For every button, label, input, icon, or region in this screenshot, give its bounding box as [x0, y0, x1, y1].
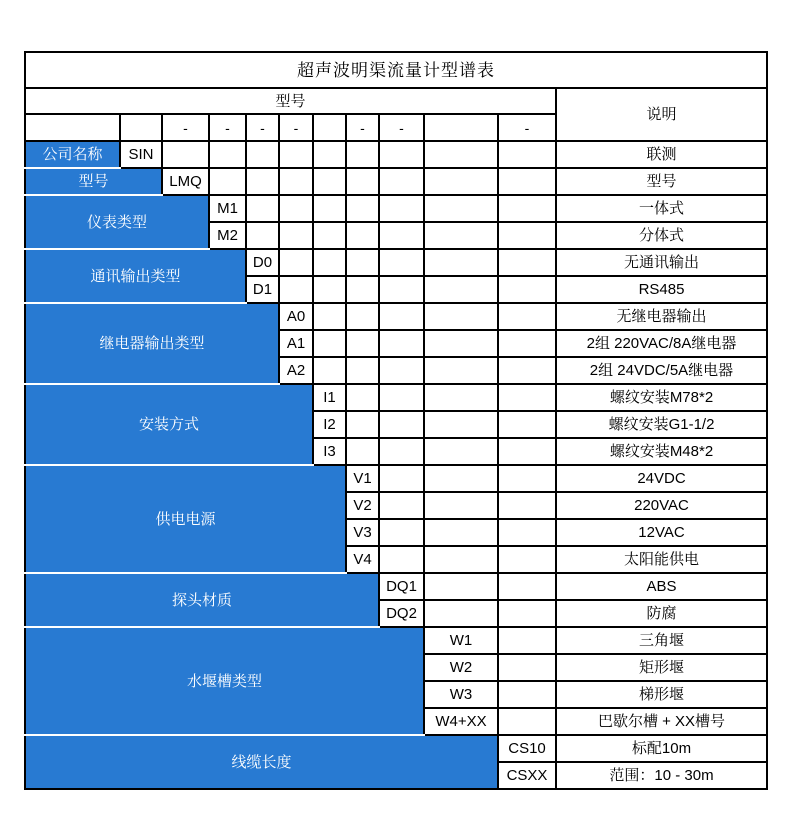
desc-cell: 防腐	[556, 600, 767, 627]
group-label-cell: 型号	[25, 168, 162, 195]
code-cell: SIN	[120, 141, 162, 168]
empty-cell	[424, 600, 498, 627]
table-row	[25, 627, 767, 654]
table-row	[25, 465, 767, 492]
table-row	[25, 141, 767, 168]
empty-cell	[424, 168, 498, 195]
empty-cell	[424, 411, 498, 438]
empty-cell	[346, 303, 379, 330]
empty-cell	[279, 195, 313, 222]
empty-cell	[379, 519, 424, 546]
empty-cell	[498, 303, 556, 330]
empty-cell	[379, 492, 424, 519]
code-cell: V1	[346, 465, 379, 492]
code-cell: I2	[313, 411, 346, 438]
empty-cell	[498, 330, 556, 357]
spec-table	[24, 51, 768, 790]
group-label-cell: 继电器输出类型	[25, 303, 279, 384]
empty-cell	[424, 492, 498, 519]
empty-cell	[379, 303, 424, 330]
desc-cell: 螺纹安装G1-1/2	[556, 411, 767, 438]
empty-cell	[424, 357, 498, 384]
table-row	[25, 573, 767, 600]
empty-cell	[313, 357, 346, 384]
empty-cell	[498, 573, 556, 600]
dash-cell	[313, 114, 346, 141]
empty-cell	[209, 168, 246, 195]
empty-cell	[246, 222, 279, 249]
group-label-cell: 公司名称	[25, 141, 120, 168]
desc-cell: 三角堰	[556, 627, 767, 654]
empty-cell	[424, 222, 498, 249]
code-cell: W2	[424, 654, 498, 681]
table-row	[25, 735, 767, 762]
group-label-cell: 水堰槽类型	[25, 627, 424, 735]
dash-cell: -	[246, 114, 279, 141]
empty-cell	[346, 438, 379, 465]
empty-cell	[279, 168, 313, 195]
empty-cell	[379, 168, 424, 195]
empty-cell	[379, 438, 424, 465]
empty-cell	[313, 276, 346, 303]
code-cell: A2	[279, 357, 313, 384]
group-label-cell: 通讯输出类型	[25, 249, 246, 303]
table-row	[25, 195, 767, 222]
code-cell: V2	[346, 492, 379, 519]
empty-cell	[313, 195, 346, 222]
group-label-cell: 仪表类型	[25, 195, 209, 249]
empty-cell	[498, 519, 556, 546]
table-row	[25, 249, 767, 276]
group-label-cell: 线缆长度	[25, 735, 498, 789]
desc-cell: 型号	[556, 168, 767, 195]
empty-cell	[279, 249, 313, 276]
code-cell: D0	[246, 249, 279, 276]
empty-cell	[498, 438, 556, 465]
code-cell: D1	[246, 276, 279, 303]
desc-cell: 220VAC	[556, 492, 767, 519]
desc-cell: 梯形堰	[556, 681, 767, 708]
empty-cell	[424, 249, 498, 276]
empty-cell	[498, 681, 556, 708]
desc-cell: 2组 220VAC/8A继电器	[556, 330, 767, 357]
empty-cell	[379, 249, 424, 276]
empty-cell	[346, 249, 379, 276]
table-row	[25, 384, 767, 411]
table-row	[25, 88, 767, 114]
code-cell: V3	[346, 519, 379, 546]
table-row	[25, 303, 767, 330]
desc-header-cell: 说明	[556, 88, 767, 141]
desc-cell: ABS	[556, 573, 767, 600]
empty-cell	[379, 141, 424, 168]
desc-cell: 分体式	[556, 222, 767, 249]
desc-cell: 范围：10 - 30m	[556, 762, 767, 789]
empty-cell	[209, 141, 246, 168]
code-cell: A1	[279, 330, 313, 357]
empty-cell	[498, 276, 556, 303]
empty-cell	[346, 222, 379, 249]
empty-cell	[498, 222, 556, 249]
empty-cell	[346, 357, 379, 384]
empty-cell	[424, 384, 498, 411]
empty-cell	[162, 141, 209, 168]
empty-cell	[346, 195, 379, 222]
empty-cell	[346, 141, 379, 168]
empty-cell	[424, 330, 498, 357]
empty-cell	[346, 411, 379, 438]
empty-cell	[379, 330, 424, 357]
code-cell: CS10	[498, 735, 556, 762]
empty-cell	[498, 654, 556, 681]
empty-cell	[379, 465, 424, 492]
desc-cell: 标配10m	[556, 735, 767, 762]
empty-cell	[313, 168, 346, 195]
desc-cell: RS485	[556, 276, 767, 303]
empty-cell	[379, 195, 424, 222]
model-header-cell: 型号	[25, 88, 556, 114]
desc-cell: 巴歇尔槽 + XX槽号	[556, 708, 767, 735]
empty-cell	[498, 141, 556, 168]
code-cell: DQ1	[379, 573, 424, 600]
code-cell: M1	[209, 195, 246, 222]
empty-cell	[498, 546, 556, 573]
empty-cell	[498, 411, 556, 438]
desc-cell: 一体式	[556, 195, 767, 222]
empty-cell	[313, 249, 346, 276]
dash-cell: -	[379, 114, 424, 141]
empty-cell	[279, 222, 313, 249]
empty-cell	[379, 411, 424, 438]
empty-cell	[313, 330, 346, 357]
group-label-cell: 探头材质	[25, 573, 379, 627]
empty-cell	[424, 546, 498, 573]
empty-cell	[424, 141, 498, 168]
empty-cell	[313, 141, 346, 168]
empty-cell	[498, 249, 556, 276]
group-label-cell: 安装方式	[25, 384, 313, 465]
empty-cell	[346, 384, 379, 411]
desc-cell: 太阳能供电	[556, 546, 767, 573]
empty-cell	[498, 708, 556, 735]
dash-cell: -	[279, 114, 313, 141]
empty-cell	[424, 195, 498, 222]
desc-cell: 螺纹安装M78*2	[556, 384, 767, 411]
empty-cell	[279, 276, 313, 303]
empty-cell	[313, 303, 346, 330]
empty-cell	[424, 519, 498, 546]
dash-cell	[120, 114, 162, 141]
code-cell: A0	[279, 303, 313, 330]
code-cell: W4+XX	[424, 708, 498, 735]
dash-cell: -	[162, 114, 209, 141]
dash-cell: -	[346, 114, 379, 141]
empty-cell	[498, 357, 556, 384]
empty-cell	[346, 168, 379, 195]
desc-cell: 螺纹安装M48*2	[556, 438, 767, 465]
empty-cell	[498, 600, 556, 627]
empty-cell	[498, 195, 556, 222]
empty-cell	[424, 573, 498, 600]
empty-cell	[379, 384, 424, 411]
table-title: 超声波明渠流量计型谱表	[25, 52, 767, 88]
empty-cell	[498, 627, 556, 654]
empty-cell	[498, 384, 556, 411]
empty-cell	[246, 168, 279, 195]
empty-cell	[424, 276, 498, 303]
empty-cell	[346, 330, 379, 357]
empty-cell	[246, 141, 279, 168]
desc-cell: 24VDC	[556, 465, 767, 492]
code-cell: W1	[424, 627, 498, 654]
dash-cell	[424, 114, 498, 141]
desc-cell: 联测	[556, 141, 767, 168]
empty-cell	[424, 465, 498, 492]
empty-cell	[379, 276, 424, 303]
dash-cell: -	[498, 114, 556, 141]
desc-cell: 矩形堰	[556, 654, 767, 681]
empty-cell	[498, 465, 556, 492]
code-cell: I3	[313, 438, 346, 465]
code-cell: W3	[424, 681, 498, 708]
code-cell: LMQ	[162, 168, 209, 195]
empty-cell	[313, 222, 346, 249]
empty-cell	[424, 438, 498, 465]
empty-cell	[379, 546, 424, 573]
empty-cell	[246, 195, 279, 222]
code-cell: I1	[313, 384, 346, 411]
group-label-cell: 供电电源	[25, 465, 346, 573]
table-row	[25, 52, 767, 88]
empty-cell	[498, 492, 556, 519]
desc-cell: 12VAC	[556, 519, 767, 546]
code-cell: V4	[346, 546, 379, 573]
empty-cell	[379, 357, 424, 384]
dash-cell	[25, 114, 120, 141]
empty-cell	[379, 222, 424, 249]
empty-cell	[498, 168, 556, 195]
code-cell: M2	[209, 222, 246, 249]
empty-cell	[346, 276, 379, 303]
table-row	[25, 168, 767, 195]
empty-cell	[279, 141, 313, 168]
code-cell: CSXX	[498, 762, 556, 789]
dash-cell: -	[209, 114, 246, 141]
desc-cell: 无通讯输出	[556, 249, 767, 276]
desc-cell: 2组 24VDC/5A继电器	[556, 357, 767, 384]
empty-cell	[424, 303, 498, 330]
desc-cell: 无继电器输出	[556, 303, 767, 330]
code-cell: DQ2	[379, 600, 424, 627]
